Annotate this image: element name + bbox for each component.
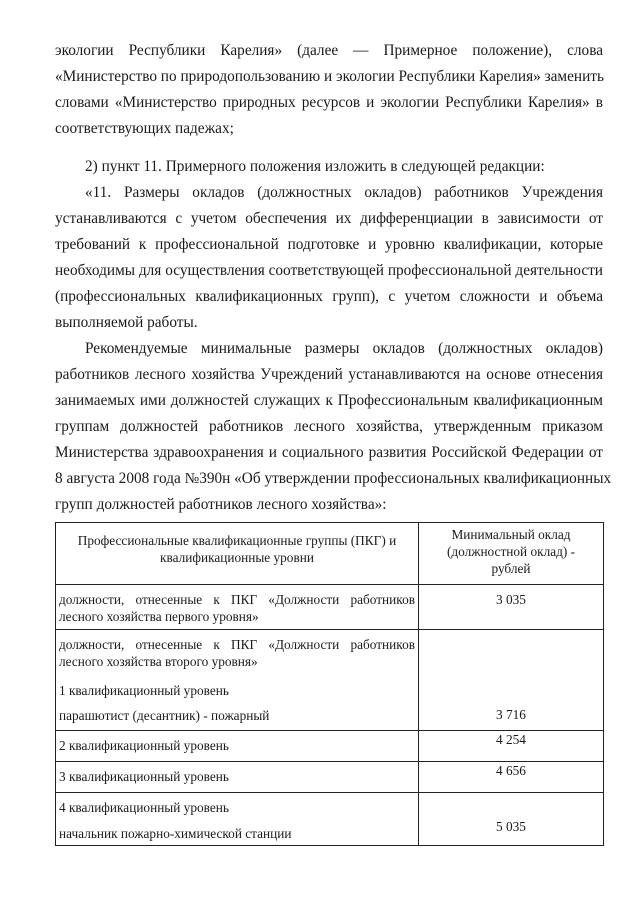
row-label-cell (56, 762, 419, 793)
salary-value: 3 035 (496, 592, 526, 607)
row-text: начальник пожарно-химической станции (59, 826, 292, 841)
row-value-cell (419, 585, 604, 630)
text-line: групп должностей работников лесного хозяйства»: (55, 496, 387, 513)
row-text: лесного хозяйства первого уровня» (59, 609, 259, 624)
row-label-cell (56, 585, 419, 630)
text-line: работников лесного хозяйства Учреждений устанавливаются на основе отнесения (55, 366, 603, 383)
item-2-paragraph (55, 154, 603, 180)
text-line: занимаемых ими должностей служащих к Профессиональным квалификационным (55, 392, 603, 409)
salary-value: 3 716 (496, 707, 526, 722)
row-label-cell (56, 793, 419, 846)
row-value-cell (419, 731, 604, 762)
text-line: 8 августа 2008 года №390н «Об утверждении профессиональных квалификационных (55, 470, 612, 487)
text-line: «Министерство по природопользованию и экологии Республики Карелия» заменить (55, 68, 604, 85)
text-line: Рекомендуемые минимальные размеры окладов (должностных окладов) (85, 340, 603, 357)
text-line: словами «Министерство природных ресурсов и экологии Республики Карелия» в (55, 94, 603, 111)
text-line: требований к профессиональной подготовке и уровню квалификации, которые (55, 236, 603, 253)
header-text: (должностной оклад) - (446, 544, 576, 559)
table-row (56, 762, 604, 793)
text-line: Министерства здравоохранения и социального развития Российской Федерации от (55, 444, 603, 461)
row-label-cell (56, 630, 419, 731)
table-row (56, 731, 604, 762)
text-line: соответствующих падежах; (55, 120, 234, 137)
row-text: 3 квалификационный уровень (59, 769, 229, 784)
row-text: лесного хозяйства второго уровня» (59, 654, 258, 669)
intro-paragraph (55, 38, 603, 142)
table-row (56, 793, 604, 846)
header-text: квалификационные уровни (160, 550, 314, 565)
row-text: 2 квалификационный уровень (59, 738, 229, 753)
header-cell-salary (419, 523, 604, 585)
clause-11-paragraph (55, 180, 603, 336)
header-text: Профессиональные квалификационные группы (ПКГ) и (77, 533, 397, 548)
text-line: необходимы для осуществления соответствующей профессиональной деятельности (55, 262, 603, 279)
salary-table (55, 522, 604, 846)
text-line: выполняемой работы. (55, 314, 198, 331)
row-label-cell (56, 731, 419, 762)
salary-value: 4 656 (496, 763, 526, 778)
recommended-paragraph (55, 336, 612, 518)
row-text: парашютист (десантник) - пожарный (59, 708, 270, 723)
text-line: (профессиональных квалификационных групп), с учетом сложности и объема (55, 288, 603, 305)
text-line: группам должностей работников лесного хозяйства, утвержденным приказом (55, 418, 603, 435)
salary-value: 4 254 (496, 732, 526, 747)
header-text: Минимальный оклад (451, 527, 571, 542)
table-row (56, 630, 604, 731)
row-text: 1 квалификационный уровень (59, 683, 229, 698)
row-value-cell (419, 762, 604, 793)
text-line: устанавливаются с учетом обеспечения их дифференциации в зависимости от (55, 210, 603, 227)
table-row (56, 585, 604, 630)
row-text: 4 квалификационный уровень (59, 800, 229, 815)
text-line: «11. Размеры окладов (должностных окладов) работников Учреждения (85, 184, 603, 201)
text-line: 2) пункт 11. Примерного положения изложить в следующей редакции: (85, 158, 545, 175)
row-value-cell (419, 793, 604, 846)
text-line: экологии Республики Карелия» (далее — Примерное положение), слова (55, 42, 603, 59)
header-text: рублей (491, 561, 531, 576)
header-cell-groups (56, 523, 419, 585)
salary-value: 5 035 (496, 819, 526, 834)
table-header-row (56, 523, 604, 585)
row-text: должности, отнесенные к ПКГ «Должности работников (59, 637, 415, 652)
row-text: должности, отнесенные к ПКГ «Должности работников (59, 592, 415, 607)
row-value-cell (419, 630, 604, 731)
